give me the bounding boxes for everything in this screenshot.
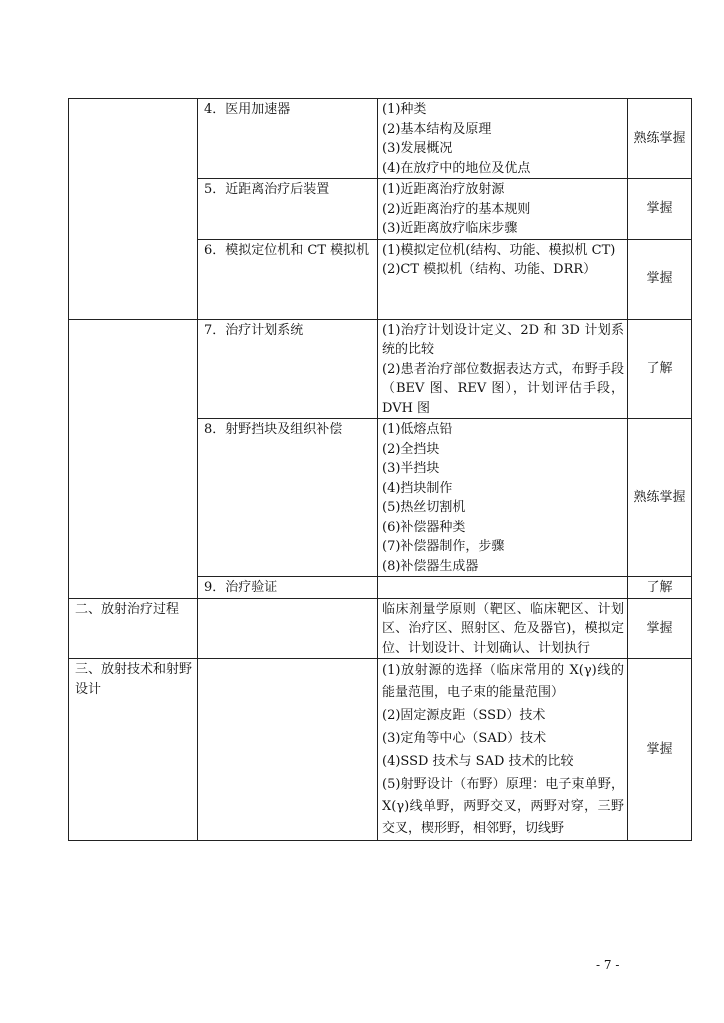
- topic-cell: [198, 659, 378, 841]
- content-line: (1)模拟定位机(结构、功能、模拟机 CT): [382, 242, 616, 258]
- content-line: (4)在放疗中的地位及优点: [382, 160, 531, 176]
- table-row: [69, 99, 692, 179]
- content-line: (8)补偿器生成器: [382, 558, 479, 574]
- topic-cell: 8．射野挡块及组织补偿: [198, 419, 378, 577]
- topic-cell: [198, 598, 378, 659]
- content-line: (1)种类: [382, 102, 427, 117]
- content-cell: [378, 419, 628, 577]
- content-cell: [378, 179, 628, 240]
- content-cell: [378, 598, 628, 659]
- content-line: 临床剂量学原则（靶区、临床靶区、计划区、治疗区、照射区、危及器官)，模拟定位、计划设计、计划确认、计划执行: [382, 601, 624, 656]
- level-cell: 了解: [628, 319, 692, 419]
- content-line: (1)治疗计划设计定义、2D 和 3D 计划系统的比较: [382, 322, 624, 357]
- level-cell: 掌握: [628, 598, 692, 659]
- content-line: (3)发展概况: [382, 141, 453, 156]
- level-cell: 了解: [628, 577, 692, 599]
- level-cell: 熟练掌握: [628, 99, 692, 179]
- topic-cell: 4．医用加速器: [198, 99, 378, 179]
- content-line: (2)固定源皮距（SSD）技术: [382, 708, 546, 723]
- level-cell: 掌握: [628, 179, 692, 240]
- topic-cell: 9．治疗验证: [198, 577, 378, 599]
- table-row: [69, 659, 692, 841]
- table-row: [69, 598, 692, 659]
- content-cell: [378, 319, 628, 419]
- content-line: (5)热丝切割机: [382, 500, 466, 515]
- section-cell: 二、放射治疗过程: [69, 598, 198, 659]
- content-line: (5)射野设计（布野）原理：电子束单野，X(γ)线单野，两野交叉，两野对穿，三野交叉，楔形野，相邻野，切线野: [382, 777, 624, 836]
- content-line: (3)近距离放疗临床步骤: [382, 221, 518, 236]
- topic-cell: 5．近距离治疗后装置: [198, 179, 378, 240]
- content-line: (3)半挡块: [382, 461, 440, 476]
- content-cell: [378, 99, 628, 179]
- content-line: (1)低熔点铅: [382, 422, 453, 437]
- content-line: (3)定角等中心（SAD）技术: [382, 731, 547, 746]
- content-line: (4)挡块制作: [382, 480, 453, 496]
- table-row: [69, 319, 692, 419]
- content-line: (7)补偿器制作，步骤: [382, 539, 505, 554]
- section-cell: [69, 99, 198, 320]
- content-cell: [378, 577, 628, 599]
- topic-cell: 7．治疗计划系统: [198, 319, 378, 419]
- content-line: (2)基本结构及原理: [382, 121, 492, 137]
- content-line: (2)全挡块: [382, 441, 440, 457]
- content-line: (2)近距离治疗的基本规则: [382, 201, 531, 217]
- section-cell: 三、放射技术和射野设计: [69, 659, 198, 841]
- content-cell: [378, 239, 628, 319]
- section-cell: [69, 319, 198, 598]
- content-line: (2)患者治疗部位数据表达方式，布野手段（BEV 图、REV 图），计划评估手段，DVH 图: [382, 361, 624, 416]
- syllabus-table: [68, 98, 692, 841]
- level-cell: 掌握: [628, 659, 692, 841]
- content-line: (4)SSD 技术与 SAD 技术的比较: [382, 754, 574, 769]
- page-number: - 7 -: [596, 958, 620, 972]
- content-line: (1)近距离治疗放射源: [382, 182, 505, 197]
- content-line: (1)放射源的选择（临床常用的 X(γ)线的能量范围，电子束的能量范围）: [382, 663, 624, 700]
- content-cell: [378, 659, 628, 841]
- level-cell: 熟练掌握: [628, 419, 692, 577]
- content-line: (6)补偿器种类: [382, 519, 466, 535]
- topic-cell: 6．模拟定位机和 CT 模拟机: [198, 239, 378, 319]
- content-line: (2)CT 模拟机（结构、功能、DRR）: [382, 262, 597, 277]
- level-cell: 掌握: [628, 239, 692, 319]
